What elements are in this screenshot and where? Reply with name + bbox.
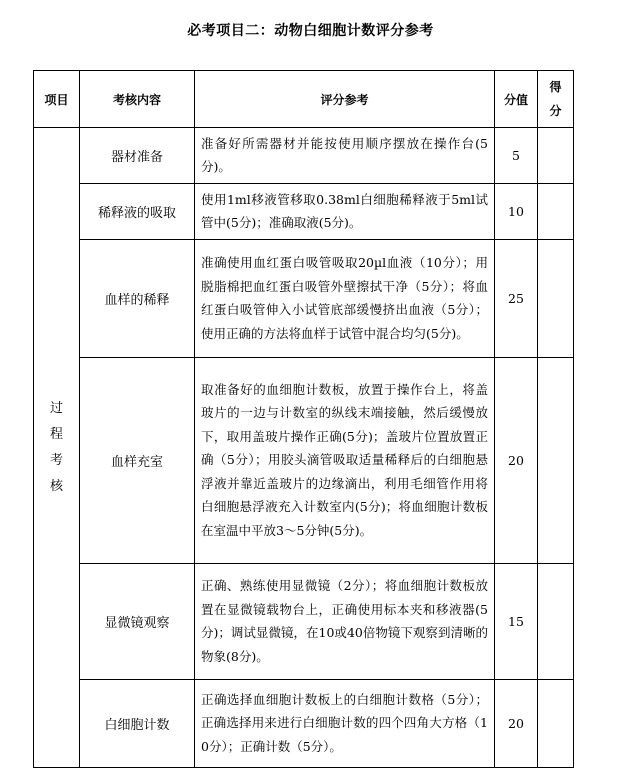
content-cell: 血样的稀释	[80, 240, 195, 358]
header-score-line-1: 得	[549, 80, 562, 94]
points-cell: 10	[495, 184, 538, 240]
score-cell	[538, 358, 574, 564]
group-label-char: 程	[49, 426, 63, 442]
group-label-process-assessment	[34, 128, 80, 768]
points-cell: 5	[495, 128, 538, 184]
header-points: 分值	[495, 71, 538, 128]
score-cell	[538, 680, 574, 768]
header-row	[34, 71, 574, 128]
header-reference: 评分参考	[195, 71, 495, 128]
page-title: 必考项目二：动物白细胞计数评分参考	[187, 23, 434, 39]
score-cell	[538, 128, 574, 184]
table-row	[34, 564, 574, 680]
reference-cell: 正确选择血细胞计数板上的白细胞计数格（5分）；正确选择用来进行白细胞计数的四个四角大方格（10分）；正确计数（5分）。	[195, 680, 495, 768]
header-score-line-2: 分	[549, 104, 562, 118]
content-cell: 稀释液的吸取	[80, 184, 195, 240]
score-cell	[538, 240, 574, 358]
scoring-table	[33, 70, 574, 768]
table-row	[34, 358, 574, 564]
reference-cell: 取准备好的血细胞计数板，放置于操作台上，将盖玻片的一边与计数室的纵线末端接触，然后缓慢放下，取用盖玻片操作正确(5分)；盖玻片位置放置正确（5分）；用胶头滴管吸取适量稀释后的白细胞悬浮液并靠近盖玻片的边缘滴出，利用毛细管作用将白细胞悬浮液充入计数室内(5分)；将血细胞计数板在室温中平放3～5分钟(5分)。	[195, 358, 495, 564]
table-row	[34, 680, 574, 768]
score-cell	[538, 564, 574, 680]
header-score	[538, 71, 574, 128]
reference-cell: 准备好所需器材并能按使用顺序摆放在操作台(5分)。	[195, 128, 495, 184]
points-cell: 15	[495, 564, 538, 680]
group-label-char: 过	[49, 400, 63, 416]
group-label-char: 考	[49, 452, 63, 468]
header-item: 项目	[34, 71, 80, 128]
reference-cell: 使用1ml移液管移取0.38ml白细胞稀释液于5ml试管中(5分)；准确取液(5分)。	[195, 184, 495, 240]
points-cell: 20	[495, 680, 538, 768]
score-cell	[538, 184, 574, 240]
group-label-char: 核	[49, 478, 63, 494]
content-cell: 器材准备	[80, 128, 195, 184]
reference-cell: 正确、熟练使用显微镜（2分）；将血细胞计数板放置在显微镜载物台上，正确使用标本夹和移液器(5分)；调试显微镜，在10或40倍物镜下观察到清晰的物象(8分)。	[195, 564, 495, 680]
points-cell: 20	[495, 358, 538, 564]
content-cell: 血样充室	[80, 358, 195, 564]
table-row	[34, 128, 574, 184]
content-cell: 显微镜观察	[80, 564, 195, 680]
reference-cell: 准确使用血红蛋白吸管吸取20µl血液（10分）；用脱脂棉把血红蛋白吸管外壁擦拭干净（5分）；将血红蛋白吸管伸入小试管底部缓慢挤出血液（5分）；使用正确的方法将血样于试管中混合均匀(5分)。	[195, 240, 495, 358]
table-row	[34, 240, 574, 358]
table-row	[34, 184, 574, 240]
content-cell: 白细胞计数	[80, 680, 195, 768]
points-cell: 25	[495, 240, 538, 358]
header-content: 考核内容	[80, 71, 195, 128]
